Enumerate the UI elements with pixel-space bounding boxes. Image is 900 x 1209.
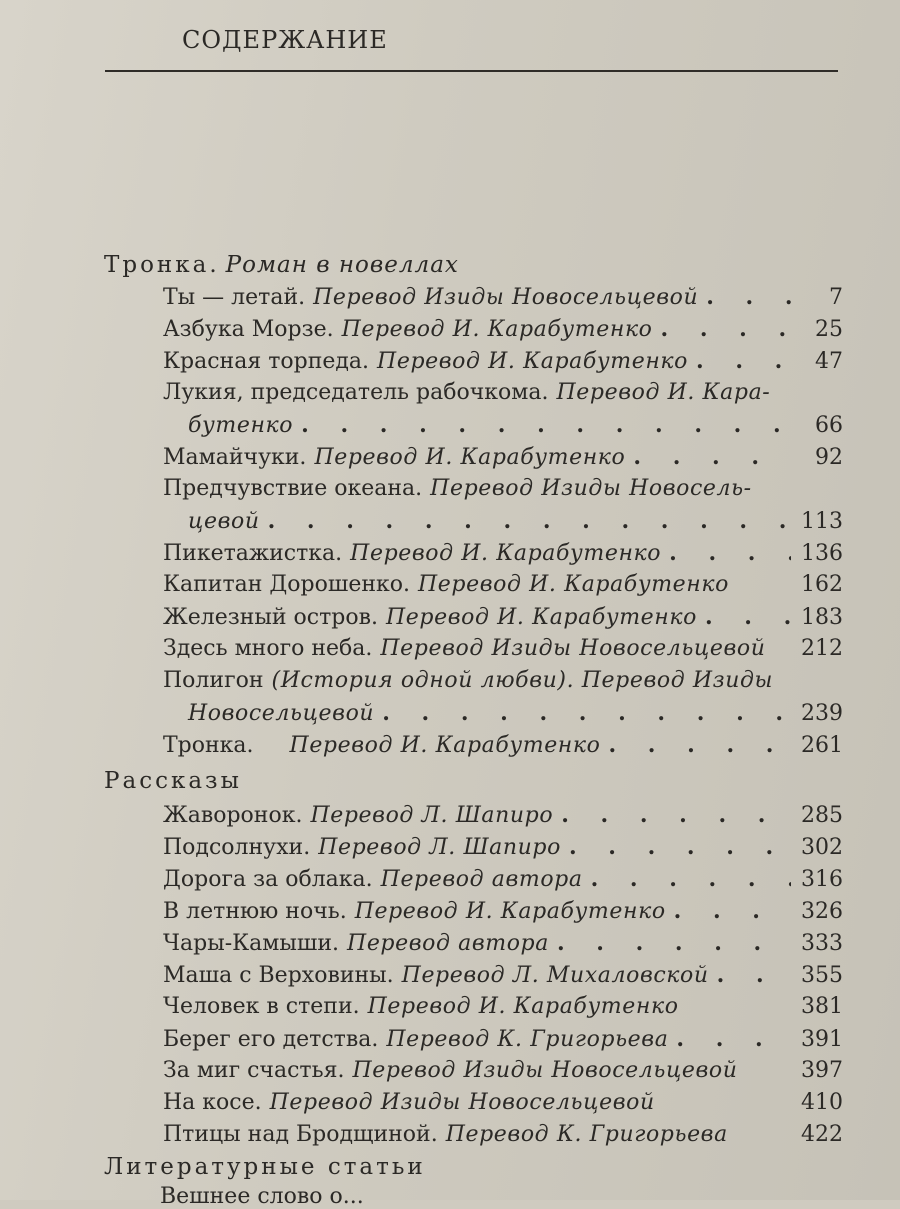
entry-page: 397 xyxy=(801,1058,843,1083)
dot-leader xyxy=(669,540,791,566)
toc-entry[interactable] xyxy=(163,898,843,930)
dot-leader xyxy=(608,732,791,758)
entry-translator: Перевод И. Кара- xyxy=(556,380,771,405)
entry-translator: Перевод Л. Шапиро xyxy=(318,835,561,860)
dot-leader xyxy=(674,898,791,924)
entry-page: 47 xyxy=(815,349,843,374)
dot-leader xyxy=(661,316,791,342)
entry-title: Птицы над Бродщиной. xyxy=(163,1122,438,1147)
toc-entry[interactable] xyxy=(163,316,843,348)
toc-entry[interactable] xyxy=(163,1026,843,1058)
entry-translator: Перевод И. Карабутенко xyxy=(377,349,688,374)
dot-leader xyxy=(591,866,791,892)
dot-leader xyxy=(676,1026,791,1052)
entry-title: На косе. xyxy=(163,1090,262,1115)
entry-translator: Перевод Изиды Новосельцевой xyxy=(313,285,699,310)
cut-off-entry: Вешнее слово о... xyxy=(160,1184,364,1209)
entry-page: 261 xyxy=(801,733,843,758)
section-title: Рассказы xyxy=(104,768,242,794)
entry-title: За миг счастья. xyxy=(163,1058,345,1083)
toc-entry[interactable] xyxy=(163,380,843,412)
section-heading xyxy=(104,1154,432,1180)
entry-translator: Перевод И. Карабутенко xyxy=(350,541,662,566)
entry-title: Дорога за облака. xyxy=(163,867,373,892)
entry-page: 162 xyxy=(801,572,843,597)
entry-translator: Перевод И. Карабутенко xyxy=(354,899,666,924)
entry-translator: Перевод И. Карабутенко xyxy=(314,445,626,470)
page-title: СОДЕРЖАНИЕ xyxy=(182,26,388,54)
entry-translator: Перевод Изиды Новосельцевой xyxy=(269,1090,655,1115)
entry-page: 7 xyxy=(829,285,843,310)
entry-translator: Перевод К. Григорьева xyxy=(445,1122,728,1147)
toc-entry[interactable] xyxy=(163,668,843,700)
entry-title: Железный остров. xyxy=(163,605,379,630)
entry-page: 25 xyxy=(815,317,843,342)
entry-title: В летнюю ночь. xyxy=(163,899,347,924)
entry-page: 333 xyxy=(801,931,843,956)
toc-entry[interactable] xyxy=(163,1058,843,1090)
entry-translator: Перевод автора xyxy=(347,931,549,956)
toc-entry[interactable] xyxy=(163,930,843,962)
entry-title: Предчувствие океана. xyxy=(163,476,423,501)
toc-entry[interactable] xyxy=(163,732,843,764)
entry-translator: Перевод И. Карабутенко xyxy=(367,994,679,1019)
toc-entry[interactable] xyxy=(163,572,843,604)
entry-translator: Перевод К. Григорьева xyxy=(386,1027,669,1052)
entry-title: Человек в степи. xyxy=(163,994,360,1019)
toc-entry[interactable] xyxy=(163,994,843,1026)
entry-translator: цевой xyxy=(188,509,260,534)
entry-title: Азбука Морзе. xyxy=(163,317,334,342)
entry-translator: бутенко xyxy=(188,413,294,438)
toc-entry[interactable] xyxy=(163,604,843,636)
entry-page: 136 xyxy=(801,541,843,566)
dot-leader xyxy=(569,834,791,860)
toc-entry[interactable] xyxy=(163,962,843,994)
dot-leader xyxy=(633,444,791,470)
entry-page: 113 xyxy=(801,509,843,534)
entry-page: 66 xyxy=(815,413,843,438)
entry-page: 326 xyxy=(801,899,843,924)
toc-entry[interactable] xyxy=(163,834,843,866)
entry-translator: Перевод Изиды Новосель- xyxy=(430,476,752,501)
section-title: Литературные статьи xyxy=(104,1154,426,1180)
section-title: Тронка. xyxy=(104,252,220,278)
dot-leader xyxy=(706,284,791,310)
toc-entry[interactable] xyxy=(163,636,843,668)
entry-translator: Перевод И. Карабутенко xyxy=(289,733,601,758)
entry-title: Берег его детства. xyxy=(163,1027,379,1052)
entry-page: 239 xyxy=(801,701,843,726)
entry-title: Чары-Камыши. xyxy=(163,931,340,956)
entry-title: Подсолнухи. xyxy=(163,835,311,860)
entry-translator: Перевод Л. Михаловской xyxy=(401,963,709,988)
entry-page: 422 xyxy=(801,1122,843,1147)
toc-entry-continuation[interactable] xyxy=(188,508,843,540)
toc-entry[interactable] xyxy=(163,348,843,380)
entry-translator: Перевод Изиды Новосельцевой xyxy=(352,1058,738,1083)
toc-entry-continuation[interactable] xyxy=(188,700,843,732)
entry-translator: Перевод автора xyxy=(380,867,583,892)
section-heading xyxy=(104,252,459,278)
dot-leader xyxy=(268,508,791,534)
entry-title: Лукия, председатель рабочкома. xyxy=(163,380,549,405)
entry-title: Полигон xyxy=(163,668,264,693)
entry-page: 410 xyxy=(801,1090,843,1115)
toc-entry-continuation[interactable] xyxy=(188,412,843,444)
toc-entry[interactable] xyxy=(163,284,843,316)
entry-page: 391 xyxy=(801,1027,843,1052)
toc-entry[interactable] xyxy=(163,540,843,572)
entry-page: 302 xyxy=(801,835,843,860)
entry-page: 212 xyxy=(801,636,843,661)
entry-title: Красная торпеда. xyxy=(163,349,370,374)
entry-title: Жаворонок. xyxy=(163,803,303,828)
toc-entry[interactable] xyxy=(163,866,843,898)
dot-leader xyxy=(696,348,791,374)
toc-entry[interactable] xyxy=(163,444,843,476)
toc-entry[interactable] xyxy=(163,1090,843,1122)
dot-leader xyxy=(717,962,791,988)
header-rule xyxy=(105,70,838,72)
entry-page: 381 xyxy=(801,994,843,1019)
entry-title: Пикетажистка. xyxy=(163,541,343,566)
entry-translator: Перевод И. Карабутенко xyxy=(341,317,653,342)
entry-translator: Перевод И. Карабутенко xyxy=(386,605,697,630)
entry-translator: Новосельцевой xyxy=(188,701,375,726)
dot-leader xyxy=(557,930,791,956)
toc-entry[interactable] xyxy=(163,476,843,508)
entry-page: 183 xyxy=(801,605,843,630)
dot-leader xyxy=(382,700,791,726)
toc-entry[interactable] xyxy=(163,802,843,834)
dot-leader xyxy=(705,604,791,630)
entry-page: 355 xyxy=(801,963,843,988)
entry-translator: Перевод Изиды Новосельцевой xyxy=(380,636,766,661)
entry-title: Маша с Верховины. xyxy=(163,963,394,988)
dot-leader xyxy=(301,412,791,438)
entry-translator: Перевод Л. Шапиро xyxy=(310,803,554,828)
entry-translator: (История одной любви). Перевод Изиды xyxy=(271,668,774,693)
entry-page: 92 xyxy=(815,445,843,470)
dot-leader xyxy=(561,802,791,828)
entry-page: 316 xyxy=(801,867,843,892)
section-subtitle: Роман в новеллах xyxy=(225,252,459,278)
section-heading xyxy=(104,768,248,794)
entry-page: 285 xyxy=(801,803,843,828)
entry-title: Мамайчуки. xyxy=(163,445,307,470)
toc-entry[interactable] xyxy=(163,1122,843,1154)
entry-title: Здесь много неба. xyxy=(163,636,373,661)
entry-title: Ты — летай. xyxy=(163,285,306,310)
entry-title: Тронка. xyxy=(163,733,254,758)
entry-translator: Перевод И. Карабутенко xyxy=(418,572,729,597)
entry-title: Капитан Дорошенко. xyxy=(163,572,410,597)
